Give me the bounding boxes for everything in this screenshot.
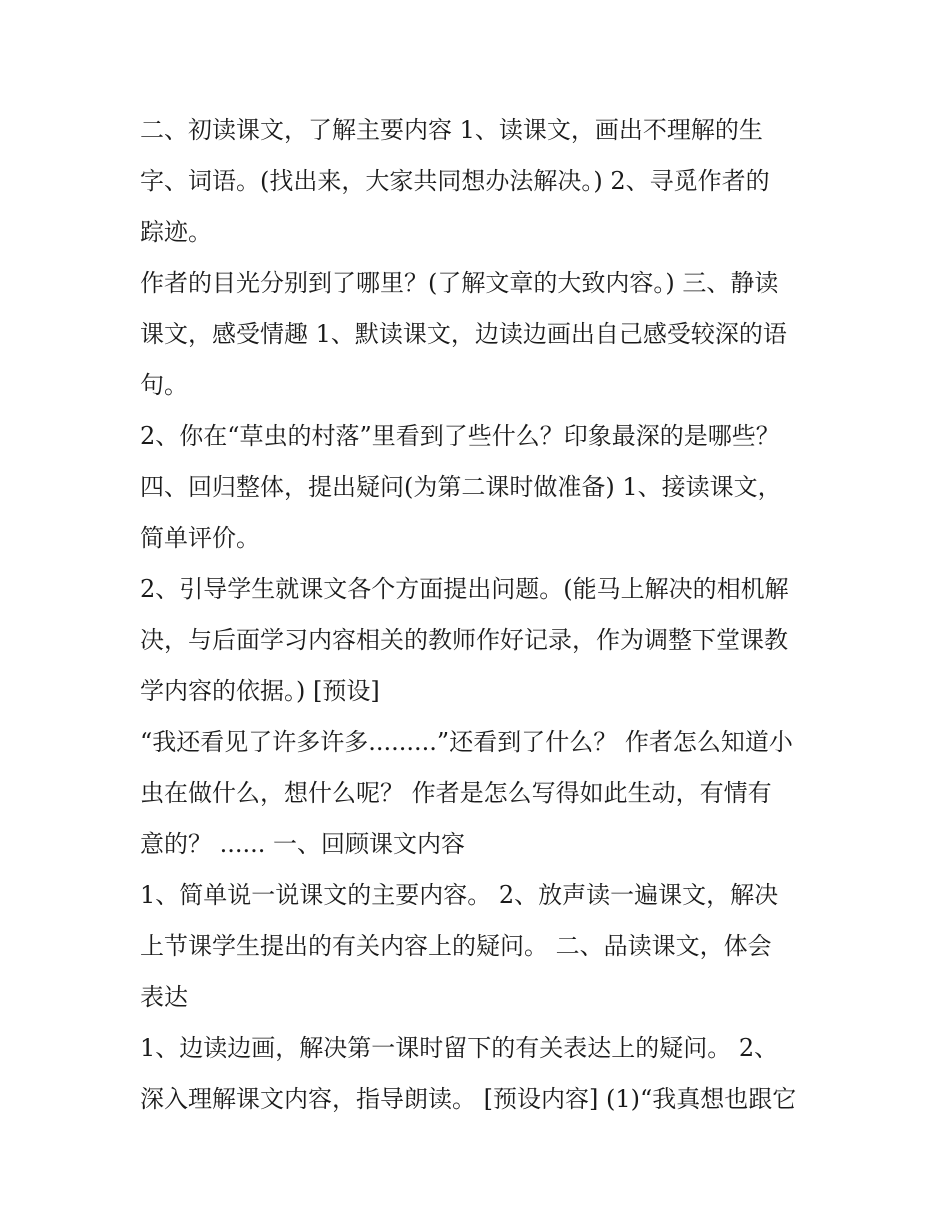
text-line: 简单评价。 bbox=[140, 524, 260, 552]
text-line: 课文，感受情趣 1、默读课文，边读边画出自己感受较深的语 bbox=[140, 320, 787, 348]
text-line: 虫在做什么，想什么呢？ 作者是怎么写得如此生动，有情有 bbox=[140, 779, 772, 807]
text-line: 意的？ ...... 一、回顾课文内容 bbox=[140, 830, 466, 858]
text-line: 决，与后面学习内容相关的教师作好记录，作为调整下堂课教 bbox=[140, 626, 788, 654]
text-line: 四、回归整体，提出疑问(为第二课时做准备) 1、接读课文， bbox=[140, 473, 782, 501]
text-line: 上节课学生提出的有关内容上的疑问。 二、品读课文，体会 bbox=[140, 932, 772, 960]
text-line: “我还看见了许多许多.........”还看到了什么？ 作者怎么知道小 bbox=[140, 728, 793, 756]
text-line: 二、初读课文，了解主要内容 1、读课文，画出不理解的生 bbox=[140, 116, 763, 144]
text-line: 作者的目光分别到了哪里？(了解文章的大致内容。) 三、静读 bbox=[140, 269, 779, 297]
text-line: 表达 bbox=[140, 983, 188, 1011]
text-line: 深入理解课文内容，指导朗读。 [预设内容] (1)“我真想也跟它 bbox=[140, 1085, 797, 1113]
text-line: 学内容的依据。) [预设] bbox=[140, 677, 380, 705]
text-line: 踪迹。 bbox=[140, 218, 212, 246]
text-line: 句。 bbox=[140, 371, 188, 399]
text-line: 2、你在“草虫的村落”里看到了些什么？印象最深的是哪些？ bbox=[140, 422, 780, 450]
text-line: 字、词语。(找出来，大家共同想办法解决。) 2、寻觅作者的 bbox=[140, 167, 770, 195]
text-line: 1、边读边画，解决第一课时留下的有关表达上的疑问。 2、 bbox=[140, 1034, 779, 1062]
document-body bbox=[140, 108, 830, 1128]
text-line: 2、引导学生就课文各个方面提出问题。(能马上解决的相机解 bbox=[140, 575, 789, 603]
text-line: 1、简单说一说课文的主要内容。 2、放声读一遍课文，解决 bbox=[140, 881, 779, 909]
